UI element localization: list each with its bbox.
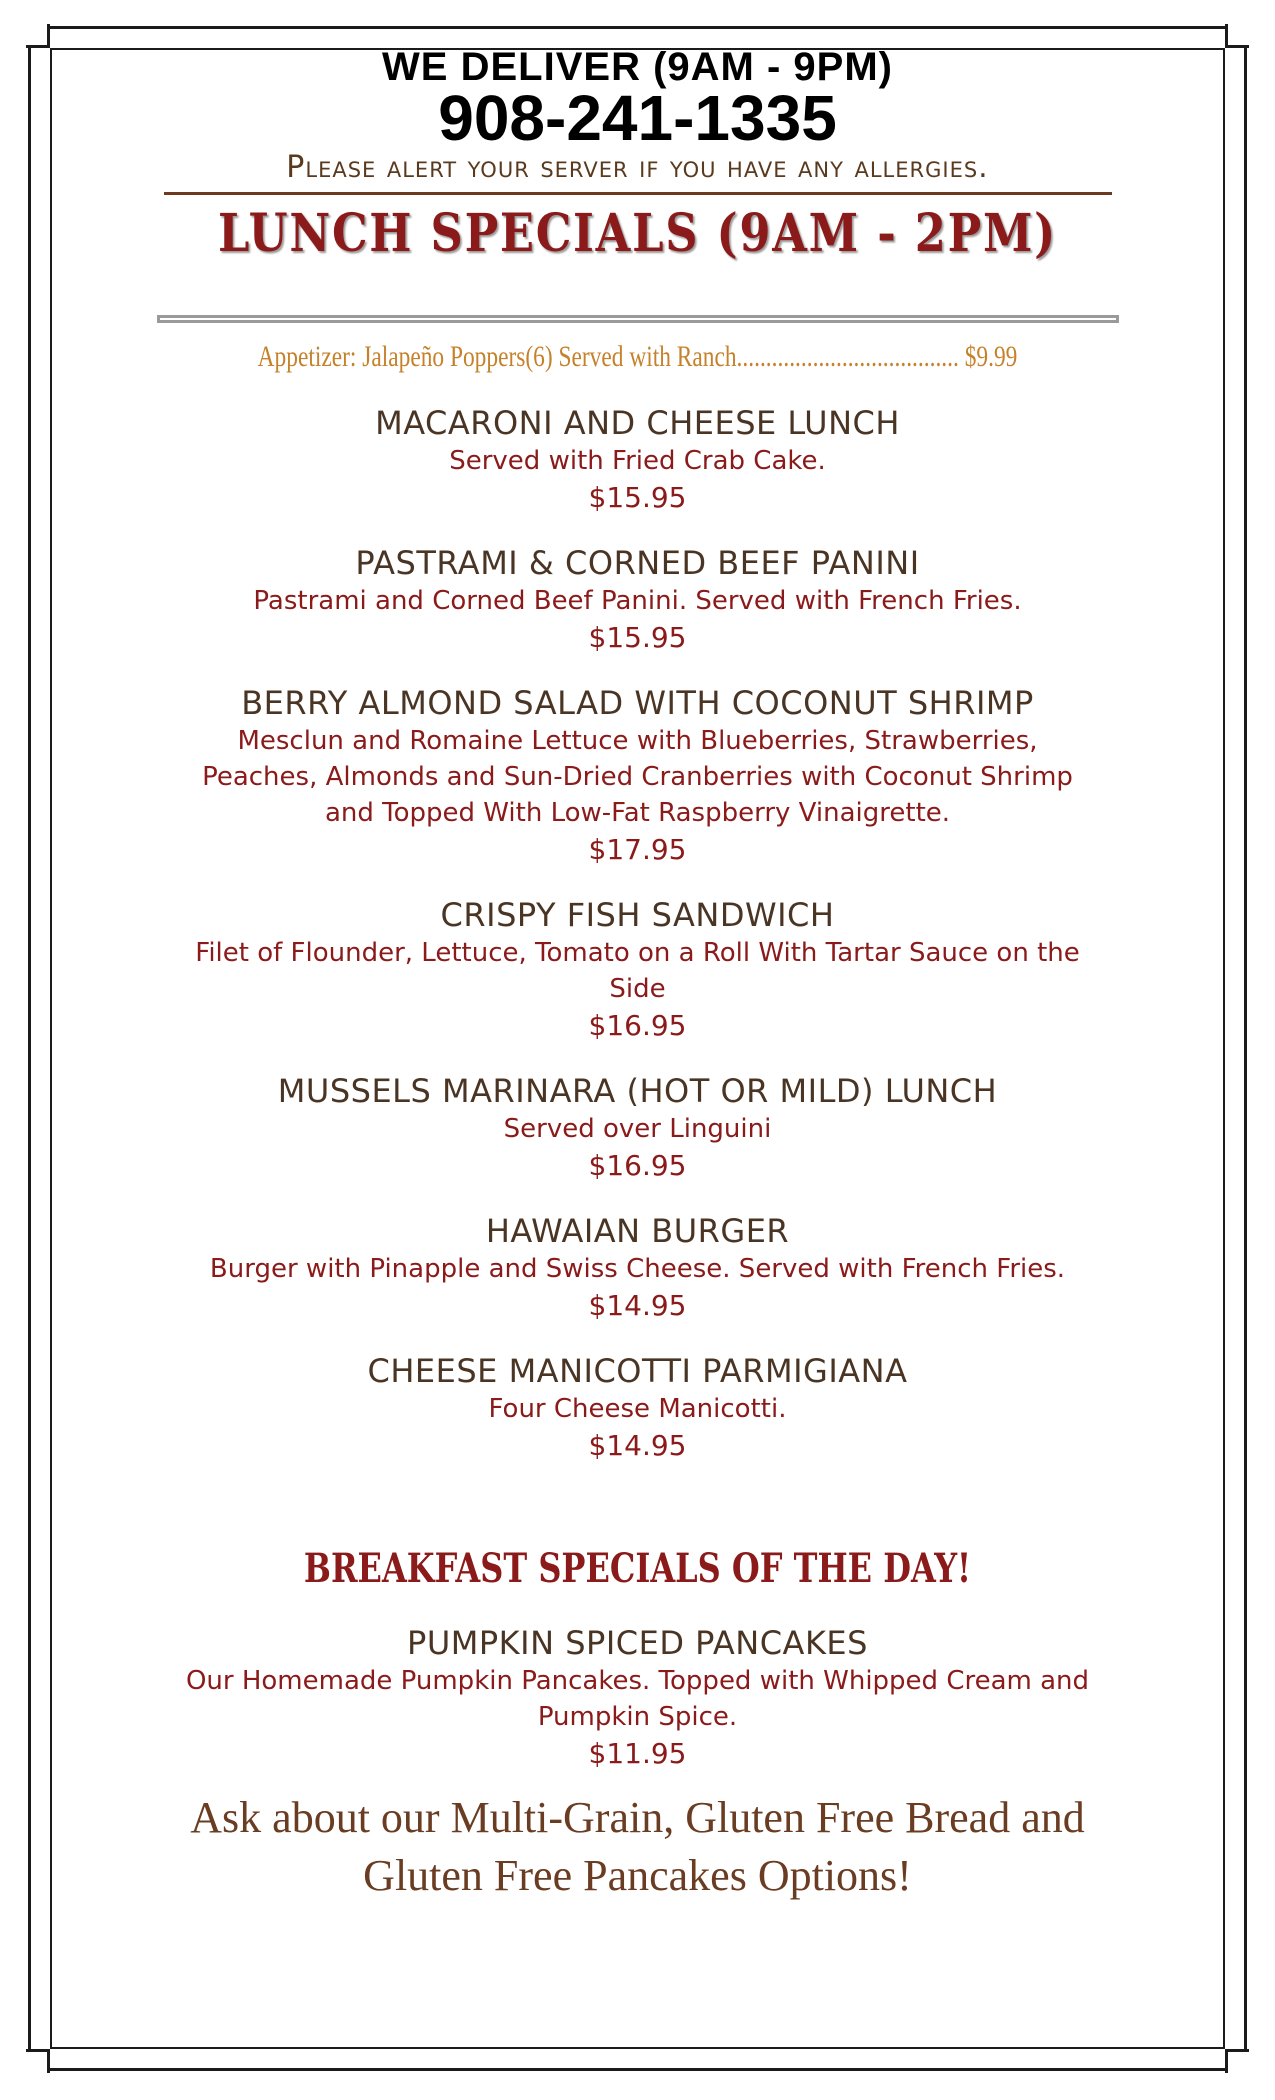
- menu-item-description: Pastrami and Corned Beef Panini. Served with French Fries.: [253, 586, 1022, 616]
- menu-item-description: Four Cheese Manicotti.: [488, 1394, 787, 1424]
- phone-number[interactable]: 908-241-1335: [438, 82, 837, 154]
- divider: [164, 192, 1112, 195]
- menu-item-name: PUMPKIN SPICED PANCAKES: [407, 1624, 868, 1662]
- menu-item-price: $15.95: [588, 481, 687, 514]
- menu-item-name: PASTRAMI & CORNED BEEF PANINI: [355, 544, 920, 582]
- lunch-specials-title: LUNCH SPECIALS (9AM - 2PM): [217, 203, 1058, 264]
- menu-item-price: $14.95: [588, 1429, 687, 1462]
- menu-item: [60, 1211, 1215, 1325]
- corner-ornament: [1225, 24, 1249, 48]
- menu-item-description: Our Homemade Pumpkin Pancakes. Topped with Whipped Cream and Pumpkin Spice.: [185, 1666, 1090, 1732]
- menu-item-description: Served over Linguini: [503, 1114, 772, 1144]
- menu-item-description: Served with Fried Crab Cake.: [449, 446, 826, 476]
- breakfast-specials-title: BREAKFAST SPECIALS OF THE DAY!: [303, 1545, 972, 1592]
- corner-ornament: [1225, 2049, 1249, 2073]
- menu-item-name: HAWAIAN BURGER: [485, 1212, 790, 1250]
- menu-item: [60, 1351, 1215, 1465]
- menu-item-price: $15.95: [588, 621, 687, 654]
- menu-item-name: CHEESE MANICOTTI PARMIGIANA: [367, 1352, 908, 1390]
- menu-page: [60, 40, 1215, 1905]
- menu-item-name: BERRY ALMOND SALAD WITH COCONUT SHRIMP: [241, 684, 1034, 722]
- appetizer-line: Appetizer: Jalapeño Poppers(6) Served with Ranch...................................... $9.99: [257, 340, 1018, 373]
- menu-item-description: Filet of Flounder, Lettuce, Tomato on a Roll With Tartar Sauce on the Side: [195, 938, 1080, 1004]
- gluten-free-note: Ask about our Multi-Grain, Gluten Free Bread and Gluten Free Pancakes Options!: [190, 1793, 1085, 1900]
- menu-item-price: $14.95: [588, 1289, 687, 1322]
- menu-item: [60, 403, 1215, 517]
- corner-ornament: [26, 24, 50, 48]
- menu-item-price: $11.95: [588, 1737, 687, 1770]
- menu-item-description: Mesclun and Romaine Lettuce with Blueberries, Strawberries, Peaches, Almonds and Sun-Dried Cranberries with Coconut Shrimp and Topped With Low-Fat Raspberry Vinaigrette.: [202, 726, 1073, 828]
- menu-item: [60, 683, 1215, 869]
- menu-item: [60, 543, 1215, 657]
- menu-item-price: $16.95: [588, 1009, 687, 1042]
- menu-item: [60, 1071, 1215, 1185]
- menu-item-name: MUSSELS MARINARA (HOT OR MILD) LUNCH: [277, 1072, 998, 1110]
- menu-item-name: CRISPY FISH SANDWICH: [440, 896, 835, 934]
- delivery-hours: WE DELIVER (9AM - 9PM): [382, 45, 893, 89]
- menu-item: [60, 895, 1215, 1045]
- allergy-notice: Please alert your server if you have any allergies.: [286, 150, 989, 185]
- corner-ornament: [26, 2049, 50, 2073]
- menu-item-description: Burger with Pinapple and Swiss Cheese. Served with French Fries.: [209, 1254, 1066, 1284]
- divider: [157, 315, 1119, 323]
- menu-item-name: MACARONI AND CHEESE LUNCH: [375, 404, 900, 442]
- menu-item-price: $17.95: [588, 833, 687, 866]
- menu-item-price: $16.95: [588, 1149, 687, 1182]
- menu-item: [60, 1623, 1215, 1773]
